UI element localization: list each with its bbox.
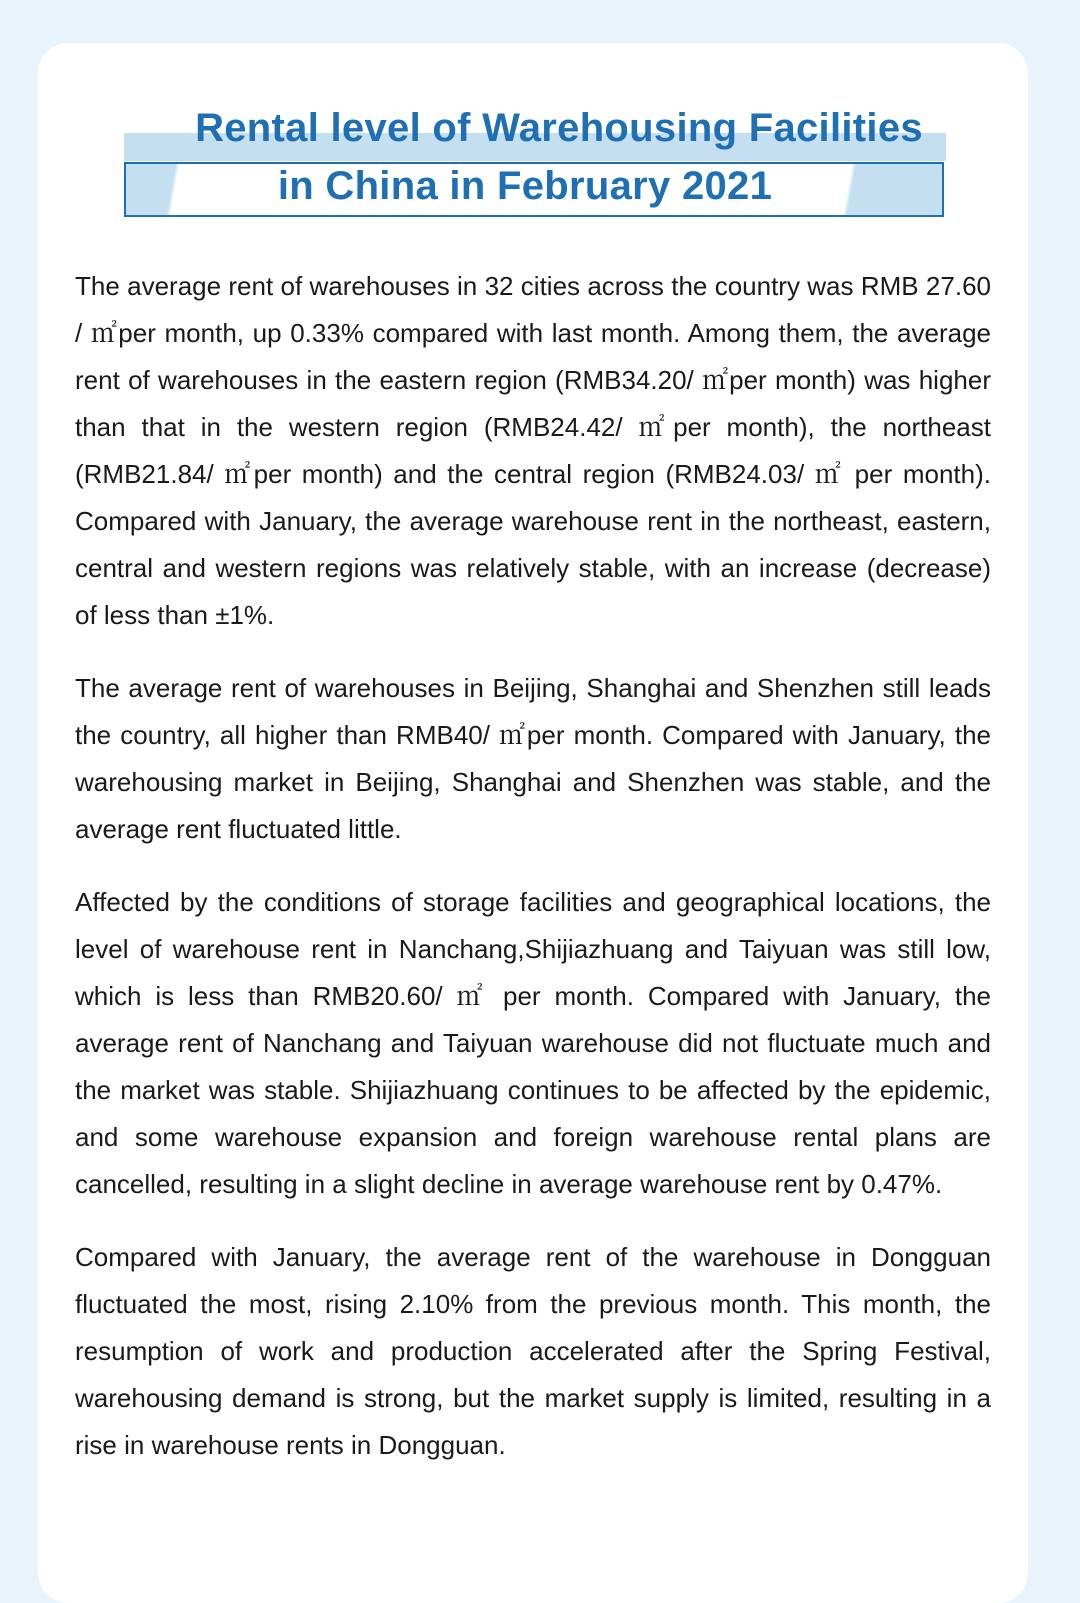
content-card — [38, 43, 1028, 1603]
article-body — [75, 263, 991, 1469]
paragraph-dongguan: Compared with January, the average rent of the warehouse in Dongguan fluctuated the most, rising 2.10% from the previous month. This month, the resumption of work and production accelerated after the Spring Festival, warehousing demand is strong, but the market supply is limited, resulting in a rise in warehouse rents in Dongguan. — [75, 1242, 991, 1460]
title-banner — [124, 105, 946, 215]
paragraph-tier1-cities: The average rent of warehouses in Beijing, Shanghai and Shenzhen still leads the country, all higher than RMB40/ ㎡per month. Compared with January, the warehousing market in Beijing, Shanghai and Shenzhen was stable, and the average rent fluctuated little. — [75, 673, 991, 844]
paragraph-low-rent-cities: Affected by the conditions of storage facilities and geographical locations, the level of warehouse rent in Nanchang,Shijiazhuang and Taiyuan was still low, which is less than RMB20.60/ ㎡ per month. Compared with January, the average rent of Nanchang and Taiyuan warehouse did not fluctuate much and the market was stable. Shijiazhuang continues to be affected by the epidemic, and some warehouse expansion and foreign warehouse rental plans are cancelled, resulting in a slight decline in average warehouse rent by 0.47%. — [75, 887, 991, 1199]
paragraph-national-average: The average rent of warehouses in 32 cities across the country was RMB 27.60 / ㎡per month, up 0.33% compared with last month. Among them, the average rent of warehouses in the eastern region (RMB34.20/ ㎡per month) was higher than that in the western region (RMB24.42/ ㎡per month), the northeast (RMB21.84/ ㎡per month) and the central region (RMB24.03/ ㎡ per month). Compared with January, the average warehouse rent in the northeast, eastern, central and western regions was relatively stable, with an increase (decrease) of less than ±1%. — [75, 271, 991, 630]
page-title-line-1: Rental level of Warehousing Facilities — [195, 106, 923, 150]
page-title-line-2: in China in February 2021 — [277, 164, 773, 208]
